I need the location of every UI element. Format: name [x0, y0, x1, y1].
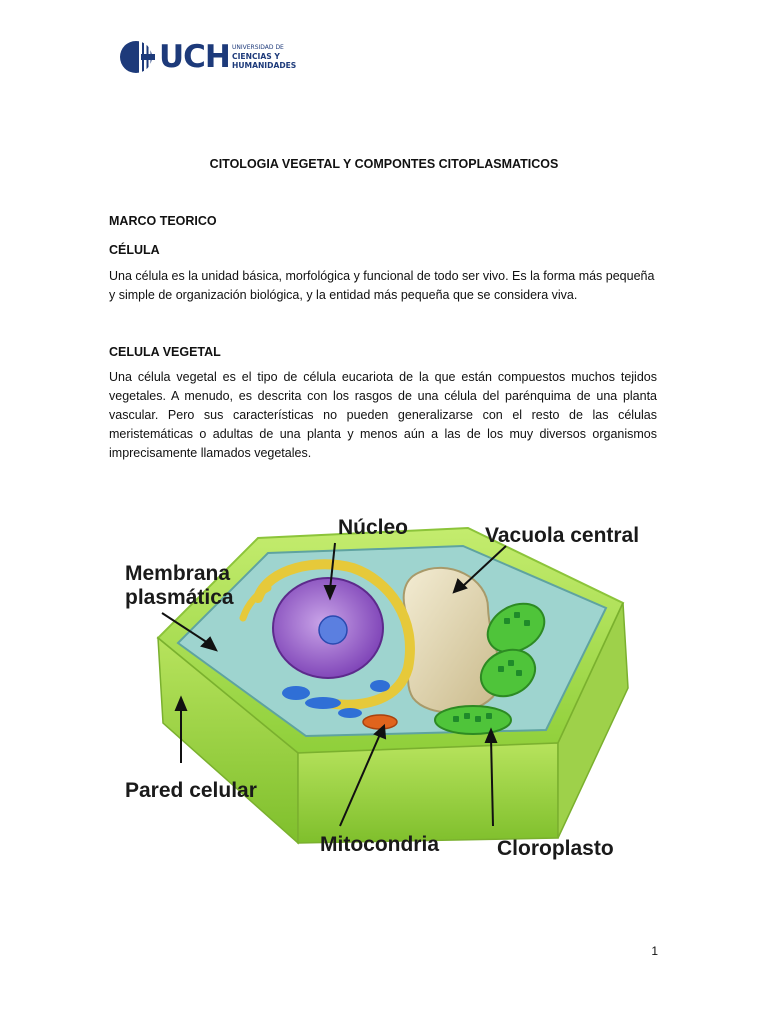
celula-vegetal-heading: CELULA VEGETAL — [109, 345, 221, 359]
label-membrana-line2: plasmática — [125, 586, 234, 609]
mitochondrion-shape — [363, 715, 397, 729]
section-heading: MARCO TEORICO — [109, 214, 217, 228]
plant-cell-diagram — [118, 508, 666, 868]
label-pared-celular: Pared celular — [125, 779, 257, 802]
celula-heading: CÉLULA — [109, 243, 160, 257]
label-mitocondria: Mitocondria — [320, 833, 439, 856]
university-logo — [119, 40, 319, 74]
label-vacuola-central: Vacuola central — [485, 524, 640, 547]
plant-cell-figure — [118, 508, 666, 868]
logo-line-1: UNIVERSIDAD DE — [232, 44, 284, 51]
page-number: 1 — [651, 944, 658, 958]
label-cloroplasto: Cloroplasto — [497, 837, 614, 860]
celula-paragraph: Una célula es la unidad básica, morfológica y funcional de todo ser vivo. Es la forma más pequeña y simple de organización biológica, y la entidad más pequeña que se considera viva. — [109, 269, 655, 302]
document-title: CITOLOGIA VEGETAL Y COMPONTES CITOPLASMATICOS — [209, 157, 559, 171]
logo-line-2: CIENCIAS Y — [232, 52, 280, 61]
logo-line-3: HUMANIDADES — [232, 61, 297, 70]
label-nucleo: Núcleo — [338, 516, 409, 539]
logo-full-name — [232, 43, 296, 70]
celula-vegetal-paragraph: Una célula vegetal es el tipo de célula eucariota de la que están compuestos muchos tejidos vegetales. A menudo, es descrita con los rasgos de una célula del parénquima de una planta vascular. Pero sus características no pueden generalizarse con el resto de las células meristemáticas o adultas de una planta y menos aún a las de los muy diversos organismos imprecisamente llamados vegetales. — [109, 370, 657, 460]
label-membrana-line1: Membrana — [125, 562, 231, 585]
logo-short-name: UCH — [159, 39, 230, 75]
logo-mark-icon — [119, 40, 155, 74]
